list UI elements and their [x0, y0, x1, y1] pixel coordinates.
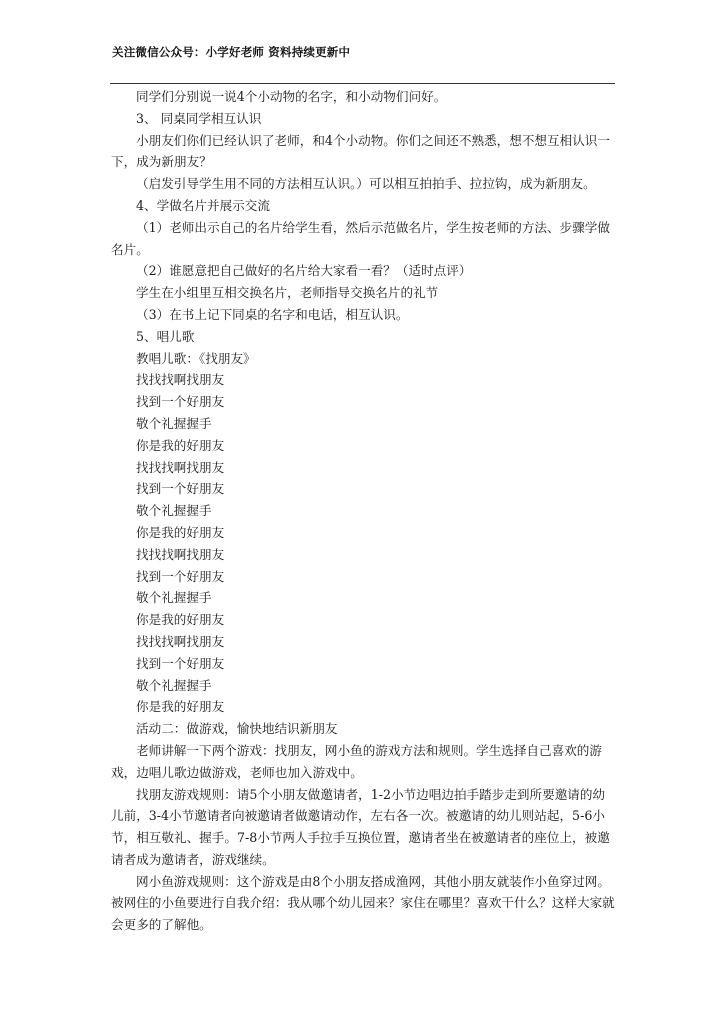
song-line: 你是我的好朋友	[136, 612, 225, 628]
paragraph: （2）谁愿意把自己做好的名片给大家看一看？（适时点评）	[136, 263, 472, 279]
activity-heading: 活动二：做游戏，愉快地结识新朋友	[136, 721, 338, 737]
paragraph: 老师讲解一下两个游戏：找朋友，网小鱼的游戏方法和规则。学生选择自己喜欢的游戏，边唱儿歌边做游戏，老师也加入游戏中。	[111, 742, 602, 780]
song-line: 找到一个好朋友	[136, 481, 225, 497]
paragraph: 找朋友游戏规则：请5个小朋友做邀请者，1-2小节边唱边拍手踏步走到所要邀请的幼儿前，3-4小节邀请者向被邀请者做邀请动作，左右各一次。被邀请的幼儿则站起，5-6小节，相互敬礼、握手。7-8小节两人手拉手互换位置，邀请者坐在被邀请者的座位上，被邀请者成为邀请者，游戏继续。	[111, 786, 610, 867]
song-line: 找找找啊找朋友	[136, 459, 225, 475]
paragraph: 网小鱼游戏规则：这个游戏是由8个小朋友搭成渔网，其他小朋友就装作小鱼穿过网。被网住的小鱼要进行自我介绍：我从哪个幼儿园来？家住在哪里？喜欢干什么？这样大家就会更多的了解他。	[111, 873, 615, 933]
paragraph: 学生在小组里互相交换名片，老师指导交换名片的礼节	[136, 285, 439, 301]
song-line: 敬个礼握握手	[136, 503, 212, 519]
song-line: 找找找啊找朋友	[136, 372, 225, 388]
section-heading: 5、唱儿歌	[136, 328, 195, 344]
song-line: 找找找啊找朋友	[136, 546, 225, 562]
song-line: 敬个礼握握手	[136, 677, 212, 693]
song-line: 找到一个好朋友	[136, 655, 225, 671]
song-line: 敬个礼握握手	[136, 590, 212, 606]
song-line: 你是我的好朋友	[136, 524, 225, 540]
page-header: 关注微信公众号：小学好老师 资料持续更新中	[112, 45, 351, 59]
song-line: 找到一个好朋友	[136, 568, 225, 584]
header-divider	[110, 83, 615, 84]
paragraph: 小朋友们你们已经认识了老师，和4个小动物。你们之间还不熟悉，想不想互相认识一下，成为新朋友？	[111, 132, 610, 170]
song-line: 你是我的好朋友	[136, 699, 225, 715]
section-heading: 3、 同桌同学相互认识	[136, 110, 262, 126]
paragraph: （启发引导学生用不同的方法相互认识。）可以相互拍拍手、拉拉钩，成为新朋友。	[136, 176, 596, 192]
song-line: 敬个礼握握手	[136, 415, 212, 431]
paragraph: （3）在书上记下同桌的名字和电话，相互认识。	[136, 306, 409, 322]
song-line: 找到一个好朋友	[136, 394, 225, 410]
document-body	[111, 86, 616, 936]
paragraph: 同学们分别说一说4个小动物的名字，和小动物们问好。	[136, 89, 447, 104]
song-line: 你是我的好朋友	[136, 437, 225, 453]
paragraph: （1）老师出示自己的名片给学生看，然后示范做名片，学生按老师的方法、步骤学做名片。	[111, 219, 610, 257]
song-intro: 教唱儿歌：《找朋友》	[136, 350, 256, 366]
song-line: 找找找啊找朋友	[136, 633, 225, 649]
section-heading: 4、学做名片并展示交流	[136, 197, 270, 213]
